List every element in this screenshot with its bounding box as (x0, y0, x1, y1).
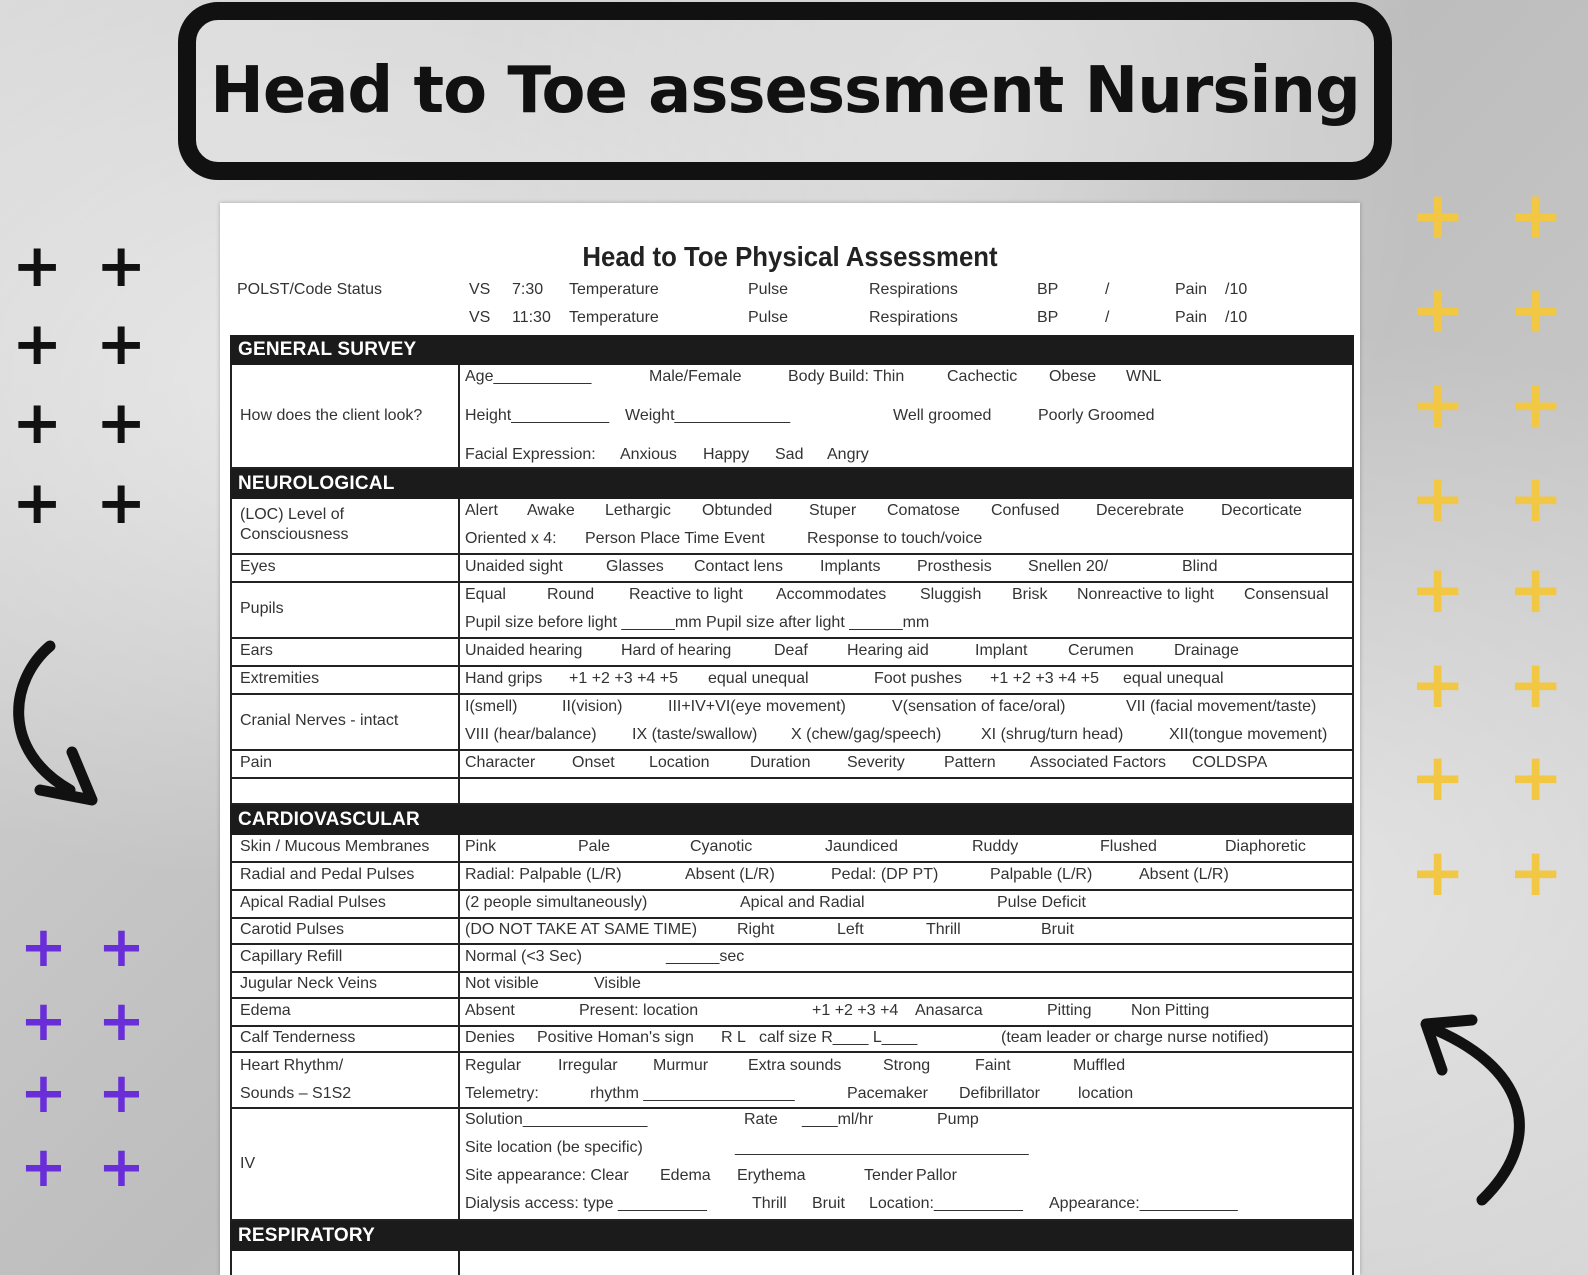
title-banner (178, 2, 1392, 180)
option-dialysis-bruit[interactable]: Bruit (812, 1195, 845, 1212)
row-label: (LOC) Level of (240, 506, 345, 523)
option-happy[interactable]: Happy (703, 446, 750, 463)
option-pain-severity[interactable]: Severity (847, 754, 905, 771)
option-dialysis-thrill[interactable]: Thrill (752, 1195, 787, 1212)
option-wnl[interactable]: WNL (1126, 368, 1162, 385)
banner-title: Head to Toe assessment Nursing (210, 54, 1360, 128)
row-label: Edema (240, 1002, 291, 1019)
option-calf-side[interactable]: R L (721, 1029, 746, 1046)
option-well-groomed[interactable]: Well groomed (893, 407, 992, 424)
option-orientation[interactable]: Person Place Time Event (585, 530, 765, 547)
vs-temperature: Temperature (569, 309, 659, 326)
row-label: Calf Tenderness (240, 1029, 356, 1046)
table-row (230, 365, 1354, 469)
option-hard-of-hearing[interactable]: Hard of hearing (621, 642, 732, 659)
plus-icon: + (96, 468, 147, 538)
field-rhythm[interactable]: rhythm _________________ (590, 1085, 795, 1102)
row-label: Consciousness (240, 526, 349, 543)
field-dialysis-type[interactable]: Dialysis access: type __________ (465, 1195, 707, 1212)
option-radial-palpable[interactable]: Radial: Palpable (L/R) (465, 866, 622, 883)
row-label: Heart Rhythm/ (240, 1057, 344, 1074)
plus-icon: + (1410, 460, 1466, 537)
plus-icon: + (12, 231, 63, 301)
table-row (230, 973, 1354, 999)
option-obese[interactable]: Obese (1049, 368, 1097, 385)
plus-icon: + (20, 989, 67, 1054)
option-confused[interactable]: Confused (991, 502, 1060, 519)
option-pain-location[interactable]: Location (649, 754, 710, 771)
option-stuper[interactable]: Stuper (809, 502, 857, 519)
facial-expression-label: Facial Expression: (465, 446, 596, 463)
option-cn-xii[interactable]: XII(tongue movement) (1169, 726, 1328, 743)
rate-label: Rate (744, 1111, 778, 1128)
option-decerebrate[interactable]: Decerebrate (1096, 502, 1185, 519)
plus-icon: + (12, 309, 63, 379)
option-foot-equality[interactable]: equal unequal (1123, 670, 1224, 687)
option-deaf[interactable]: Deaf (774, 642, 808, 659)
site-location-label: Site location (be specific) (465, 1139, 643, 1156)
option-cn-ii[interactable]: II(vision) (562, 698, 623, 715)
field-snellen[interactable]: Snellen 20/ (1028, 558, 1109, 575)
option-not-visible[interactable]: Not visible (465, 975, 539, 992)
option-jaundiced[interactable]: Jaundiced (825, 838, 898, 855)
plus-icon: + (96, 388, 147, 458)
option-strong[interactable]: Strong (883, 1057, 931, 1074)
vs-label: VS (469, 309, 491, 326)
option-cn-ix[interactable]: IX (taste/swallow) (632, 726, 758, 743)
table-row (230, 779, 1354, 805)
option-build-thin[interactable]: Body Build: Thin (788, 368, 905, 385)
plus-icon: + (1508, 177, 1564, 254)
vs-pulse: Pulse (748, 309, 789, 326)
row-label: Capillary Refill (240, 948, 343, 965)
plus-icon: + (20, 915, 67, 980)
option-flushed[interactable]: Flushed (1100, 838, 1157, 855)
row-label: Skin / Mucous Membranes (240, 838, 430, 855)
table-row (230, 583, 1354, 639)
option-decorticate[interactable]: Decorticate (1221, 502, 1302, 519)
option-cn-iii-iv-vi[interactable]: III+IV+VI(eye movement) (668, 698, 846, 715)
option-equal[interactable]: Equal (465, 586, 506, 603)
option-implants[interactable]: Implants (820, 558, 881, 575)
plus-icon: + (1508, 739, 1564, 816)
option-site-erythema[interactable]: Erythema (737, 1167, 806, 1184)
plus-icon: + (20, 1061, 67, 1126)
option-edema-scale[interactable]: +1 +2 +3 +4 (812, 1002, 899, 1019)
row-label: Pupils (240, 600, 284, 617)
plus-icon: + (1410, 366, 1466, 443)
coldspa-label: COLDSPA (1192, 754, 1268, 771)
row-label: Eyes (240, 558, 276, 575)
option-round[interactable]: Round (547, 586, 595, 603)
vs-time: 7:30 (512, 281, 544, 298)
option-pain-associated-factors[interactable]: Associated Factors (1030, 754, 1167, 771)
option-apical-radial[interactable]: Apical and Radial (740, 894, 865, 911)
option-sex[interactable]: Male/Female (649, 368, 742, 385)
option-cn-x[interactable]: X (chew/gag/speech) (791, 726, 942, 743)
option-unaided-sight[interactable]: Unaided sight (465, 558, 563, 575)
option-alert[interactable]: Alert (465, 502, 498, 519)
row-label: Jugular Neck Veins (240, 975, 377, 992)
option-contact-lens[interactable]: Contact lens (694, 558, 783, 575)
plus-icon: + (1508, 834, 1564, 911)
option-normal-refill[interactable]: Normal (<3 Sec) (465, 948, 582, 965)
vs-bp: BP (1037, 281, 1059, 298)
option-pacemaker[interactable]: Pacemaker (847, 1085, 928, 1102)
field-height[interactable]: Height___________ (465, 407, 610, 424)
option-blind[interactable]: Blind (1182, 558, 1218, 575)
option-edema-absent[interactable]: Absent (465, 1002, 515, 1019)
telemetry-label: Telemetry: (465, 1085, 539, 1102)
option-awake[interactable]: Awake (527, 502, 575, 519)
table-row (230, 555, 1354, 583)
field-edema-location[interactable]: Present: location (579, 1002, 699, 1019)
field-calf-size[interactable]: calf size R____ L____ (759, 1029, 918, 1046)
carotid-note: (DO NOT TAKE AT SAME TIME) (465, 921, 698, 938)
option-non-pitting[interactable]: Non Pitting (1131, 1002, 1210, 1019)
option-pump[interactable]: Pump (937, 1111, 979, 1128)
vs-pain-scale: /10 (1225, 281, 1248, 298)
row-label: Carotid Pulses (240, 921, 345, 938)
vs-pain: Pain (1175, 281, 1208, 298)
vs-bp: BP (1037, 309, 1059, 326)
option-hearing-aid[interactable]: Hearing aid (847, 642, 929, 659)
option-homans-sign[interactable]: Positive Homan's sign (537, 1029, 694, 1046)
foot-pushes-label: Foot pushes (874, 670, 963, 687)
row-label: Sounds – S1S2 (240, 1085, 352, 1102)
table-row (230, 1251, 1354, 1275)
plus-icon: + (20, 1135, 67, 1200)
option-denies[interactable]: Denies (465, 1029, 515, 1046)
option-cn-viii[interactable]: VIII (hear/balance) (465, 726, 597, 743)
option-sluggish[interactable]: Sluggish (920, 586, 982, 603)
option-glasses[interactable]: Glasses (606, 558, 664, 575)
option-diaphoretic[interactable]: Diaphoretic (1225, 838, 1306, 855)
field-iv-solution[interactable]: Solution______________ (465, 1111, 648, 1128)
table-row (230, 863, 1354, 891)
row-label: How does the client look? (240, 407, 423, 424)
plus-icon: + (96, 231, 147, 301)
table-row (230, 835, 1354, 863)
option-consensual[interactable]: Consensual (1244, 586, 1329, 603)
option-accommodates[interactable]: Accommodates (776, 586, 887, 603)
option-pitting[interactable]: Pitting (1047, 1002, 1092, 1019)
option-murmur[interactable]: Murmur (653, 1057, 709, 1074)
option-faint[interactable]: Faint (975, 1057, 1011, 1074)
option-pale[interactable]: Pale (578, 838, 611, 855)
vs-pain-scale: /10 (1225, 309, 1248, 326)
option-defibrillator[interactable]: Defibrillator (959, 1085, 1040, 1102)
row-label: Apical Radial Pulses (240, 894, 386, 911)
option-foot-push-scale[interactable]: +1 +2 +3 +4 +5 (990, 670, 1099, 687)
curved-arrow-icon (0, 640, 110, 820)
plus-icon: + (1410, 271, 1466, 348)
option-carotid-left[interactable]: Left (837, 921, 864, 938)
apical-note: (2 people simultaneously) (465, 894, 648, 911)
option-irregular[interactable]: Irregular (558, 1057, 618, 1074)
option-site-clear[interactable]: Site appearance: Clear (465, 1167, 629, 1184)
oriented-label: Oriented x 4: (465, 530, 557, 547)
plus-icon: + (1410, 834, 1466, 911)
option-implant[interactable]: Implant (975, 642, 1028, 659)
option-muffled[interactable]: Muffled (1073, 1057, 1126, 1074)
vs-slash: / (1105, 309, 1110, 326)
plus-icon: + (1508, 366, 1564, 443)
plus-icon: + (1410, 551, 1466, 628)
section-header-respiratory: RESPIRATORY (230, 1221, 1354, 1251)
option-cyanotic[interactable]: Cyanotic (690, 838, 753, 855)
row-label: Pain (240, 754, 273, 771)
option-site-pallor[interactable]: Pallor (916, 1167, 957, 1184)
table-row (230, 499, 1354, 555)
option-obtunded[interactable]: Obtunded (702, 502, 773, 519)
option-pain-pattern[interactable]: Pattern (944, 754, 996, 771)
table-row (230, 667, 1354, 695)
option-prosthesis[interactable]: Prosthesis (917, 558, 992, 575)
plus-icon: + (1410, 177, 1466, 254)
assessment-form (220, 203, 1360, 1275)
field-site-location[interactable]: _________________________________ (735, 1139, 1029, 1156)
field-device-location[interactable]: location (1078, 1085, 1134, 1102)
plus-icon: + (12, 468, 63, 538)
option-bruit[interactable]: Bruit (1041, 921, 1074, 938)
plus-icon: + (98, 989, 145, 1054)
field-pupil-size[interactable]: Pupil size before light ______mm Pupil size after light ______mm (465, 614, 930, 631)
section-header-general-survey: GENERAL SURVEY (230, 335, 1354, 365)
option-pain-onset[interactable]: Onset (572, 754, 615, 771)
plus-icon: + (96, 309, 147, 379)
curved-arrow-icon (1412, 1012, 1542, 1212)
option-cn-v[interactable]: V(sensation of face/oral) (892, 698, 1066, 715)
option-cn-i[interactable]: I(smell) (465, 698, 518, 715)
option-visible[interactable]: Visible (594, 975, 641, 992)
option-regular[interactable]: Regular (465, 1057, 522, 1074)
table-row (230, 1109, 1354, 1221)
option-radial-absent[interactable]: Absent (L/R) (685, 866, 775, 883)
option-poorly-groomed[interactable]: Poorly Groomed (1038, 407, 1155, 424)
option-pink[interactable]: Pink (465, 838, 497, 855)
plus-icon: + (1508, 271, 1564, 348)
option-cachectic[interactable]: Cachectic (947, 368, 1018, 385)
option-unaided-hearing[interactable]: Unaided hearing (465, 642, 583, 659)
option-nonreactive[interactable]: Nonreactive to light (1077, 586, 1214, 603)
form-title: Head to Toe Physical Assessment (582, 241, 998, 272)
option-lethargic[interactable]: Lethargic (605, 502, 671, 519)
option-pedal-absent[interactable]: Absent (L/R) (1139, 866, 1229, 883)
row-label: Ears (240, 642, 273, 659)
option-anxious[interactable]: Anxious (620, 446, 677, 463)
table-row (230, 1053, 1354, 1109)
vs-slash: / (1105, 281, 1110, 298)
table-row (230, 751, 1354, 779)
calf-note: (team leader or charge nurse notified) (1001, 1029, 1269, 1046)
plus-icon: + (1508, 646, 1564, 723)
option-hand-equality[interactable]: equal unequal (708, 670, 809, 687)
pedal-label: Pedal: (DP PT) (831, 866, 939, 883)
option-response-touch-voice[interactable]: Response to touch/voice (807, 530, 983, 547)
polst-label: POLST/Code Status (237, 281, 382, 298)
field-dialysis-appearance[interactable]: Appearance:___________ (1049, 1195, 1238, 1212)
table-row (230, 695, 1354, 751)
plus-icon: + (1410, 739, 1466, 816)
option-hand-grip-scale[interactable]: +1 +2 +3 +4 +5 (569, 670, 678, 687)
option-ruddy[interactable]: Ruddy (972, 838, 1019, 855)
table-row (230, 999, 1354, 1027)
section-header-cardiovascular: CARDIOVASCULAR (230, 805, 1354, 835)
option-pedal-palpable[interactable]: Palpable (L/R) (990, 866, 1093, 883)
table-row (230, 919, 1354, 945)
row-label: Radial and Pedal Pulses (240, 866, 415, 883)
hand-grips-label: Hand grips (465, 670, 543, 687)
option-site-edema[interactable]: Edema (660, 1167, 711, 1184)
plus-icon: + (98, 1135, 145, 1200)
option-anasarca[interactable]: Anasarca (915, 1002, 983, 1019)
vs-temperature: Temperature (569, 281, 659, 298)
option-comatose[interactable]: Comatose (887, 502, 960, 519)
vs-respirations: Respirations (869, 281, 958, 298)
plus-icon: + (1508, 460, 1564, 537)
plus-icon: + (1410, 646, 1466, 723)
table-row (230, 639, 1354, 667)
vs-pain: Pain (1175, 309, 1208, 326)
plus-icon: + (12, 388, 63, 458)
option-pain-character[interactable]: Character (465, 754, 536, 771)
table-row (230, 1027, 1354, 1053)
section-header-neurological: NEUROLOGICAL (230, 469, 1354, 499)
plus-icon: + (1508, 551, 1564, 628)
option-thrill[interactable]: Thrill (926, 921, 961, 938)
option-pain-duration[interactable]: Duration (750, 754, 811, 771)
row-label: Cranial Nerves - intact (240, 712, 399, 729)
option-sad[interactable]: Sad (775, 446, 804, 463)
option-cn-xi[interactable]: XI (shrug/turn head) (981, 726, 1124, 743)
vs-time: 11:30 (512, 309, 551, 326)
option-drainage[interactable]: Drainage (1174, 642, 1239, 659)
plus-icon: + (98, 915, 145, 980)
vs-label: VS (469, 281, 491, 298)
field-dialysis-location[interactable]: Location:__________ (869, 1195, 1023, 1212)
option-brisk[interactable]: Brisk (1012, 586, 1048, 603)
option-site-tender[interactable]: Tender (864, 1167, 913, 1184)
field-weight[interactable]: Weight_____________ (625, 407, 791, 424)
table-row (230, 945, 1354, 973)
vs-pulse: Pulse (748, 281, 789, 298)
option-pulse-deficit[interactable]: Pulse Deficit (997, 894, 1086, 911)
option-extra-sounds[interactable]: Extra sounds (748, 1057, 842, 1074)
row-label: IV (240, 1155, 256, 1172)
vs-respirations: Respirations (869, 309, 958, 326)
option-cerumen[interactable]: Cerumen (1068, 642, 1134, 659)
option-cn-vii[interactable]: VII (facial movement/taste) (1126, 698, 1317, 715)
option-reactive[interactable]: Reactive to light (629, 586, 743, 603)
plus-icon: + (98, 1061, 145, 1126)
field-age[interactable]: Age___________ (465, 368, 592, 385)
table-row (230, 891, 1354, 919)
field-iv-rate[interactable]: ____ml/hr (802, 1111, 874, 1128)
option-angry[interactable]: Angry (827, 446, 869, 463)
option-carotid-right[interactable]: Right (737, 921, 775, 938)
row-label: Extremities (240, 670, 320, 687)
field-refill-seconds[interactable]: ______sec (666, 948, 745, 965)
